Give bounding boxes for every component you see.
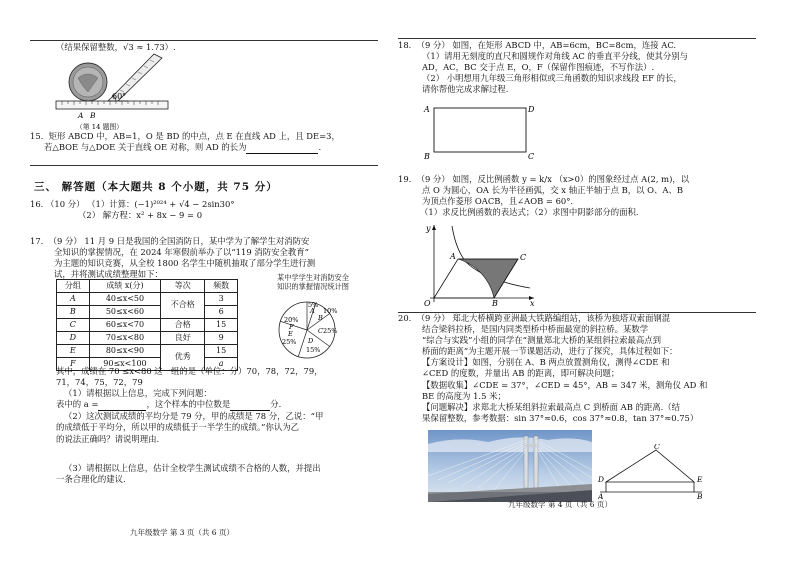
- y-axis-label: y: [426, 224, 431, 233]
- question-16: 16. （10 分） （1）计算：(−1)²⁰²⁴ + √4 − 2sin30° （2） 解方程：x² + 8x − 9 = 0: [30, 199, 235, 221]
- pie-chart-title: 某中学学生对消防安全 知识的掌握情况统计图: [277, 273, 349, 292]
- q19-figure: [420, 222, 540, 308]
- page-footer-left: 九年级数学 第 3 页（共 6 页）: [130, 528, 234, 537]
- point-a-label: A: [78, 111, 84, 120]
- table-row: C 60≤x<70 合格 15: [57, 319, 238, 332]
- table-row: E 80≤x<90 优秀 15: [57, 345, 238, 358]
- vertex-c: C: [528, 152, 535, 161]
- shaded-region: [458, 259, 518, 298]
- page-footer-right: 九年级数学 第 4 页（共 6 页）: [508, 500, 612, 509]
- pie-label-f-pct: 20%: [284, 316, 299, 324]
- point-b-label: B: [697, 492, 703, 500]
- pie-label-c-pct: 25%: [323, 327, 338, 335]
- point-c-label: C: [520, 253, 527, 262]
- pie-label-e-pct: 25%: [282, 338, 297, 346]
- section-3-title: 三、 解答题（本大题共 8 个小题，共 75 分）: [34, 181, 278, 193]
- ruler: [56, 101, 168, 109]
- pie-chart: [262, 296, 352, 364]
- table-header-row: 分组 成绩 x(分) 等次 频数: [57, 280, 238, 293]
- table-row: D 70≤x<80 良好 9: [57, 332, 238, 345]
- question-20: 20. （9 分） 郑北大桥横跨亚洲最大铁路编组站，该桥为独塔双索面钢混 结合梁斜拉桥，是国内同类型桥中桥面最宽的斜拉桥。某数学 “综合与实践”小组的同学在“测量郑北大桥的某组斜拉索最高点到 桥面的距离”为主题开展一节课题活动，进行了探究，具体过程如下： 【方案设计】如图，分别在 A、B 两点放置测角仪，测得∠CDE 和 ∠CED 的度数，并量出 AB 的距离，即可解决问题； 【数据收集】∠CDE = 37°，∠CED = 45°，AB = 347 米，测角仪 AD 和 BE 的高度为 1.5 米； 【问题解决】求郑北大桥某组斜拉索最高点 C 到桥面 AB 的距离.（结 果保留整数，参考数据：sin 37°≈0.6，cos 37°≈0.8，tan 37°≈0.75）: [398, 313, 708, 423]
- bridge-photo: [428, 430, 592, 502]
- question-number: 15.: [30, 131, 44, 141]
- pie-label-b: B: [318, 314, 323, 322]
- frequency-table: [56, 279, 238, 371]
- triangle-cde: [606, 450, 694, 482]
- answer-blank-median[interactable]: [230, 399, 270, 411]
- point-d-label: D: [598, 475, 605, 484]
- answer-blank[interactable]: [246, 142, 318, 154]
- vertex-d: D: [528, 105, 535, 114]
- pie-label-e: E: [288, 330, 293, 338]
- vertex-a: A: [424, 105, 430, 114]
- divider-left: [30, 165, 378, 166]
- x-axis-label: x: [530, 299, 535, 308]
- table-row: A 40≤x<50 不合格 3: [57, 293, 238, 306]
- point-b-label: B: [90, 111, 96, 120]
- pie-label-a: A: [310, 307, 315, 315]
- point-a-label: A: [450, 252, 456, 261]
- q14-figure: [48, 52, 178, 134]
- point-e-label: E: [697, 475, 703, 484]
- pie-label-d-pct: 15%: [306, 346, 321, 354]
- top-rule-right: [398, 38, 756, 39]
- figure-caption: （第 14 题图）: [76, 123, 123, 131]
- pie-label-d: D: [308, 337, 314, 345]
- question-17: 17. （9 分） 11 月 9 日是我国的全国消防日，某中学为了解学生对消防安 全知识的掌握情况，在 2024 年寒假前举办了以“119 消防安全教育” 为主题的知识竞赛，从全校 1800 名学生中随机抽取了部分学生进行测 试，并将测试成绩整理如下：: [30, 236, 316, 280]
- q20-triangle-figure: [598, 444, 706, 500]
- question-19: 19. （9 分） 如图，反比例函数 y = k/x （x>0）的图象经过点 A(2, m)，以 点 O 为圆心，OA 长为半径画弧，交 x 轴正半轴于点 B，以 O、A、B 为顶点作菱形 OACB，且∠AOB = 60°. （1）求反比例函数的表达式；（2）求图中阴影部分的面积.: [398, 174, 690, 218]
- point-b-label: B: [492, 299, 498, 308]
- q14-note: （结果保留整数，√3 ≈ 1.73）.: [56, 42, 176, 52]
- question-15: 15. 矩形 ABCD 中，AB=1，O 是 BD 的中点，点 E 在直线 AD 上，且 DE=3， 若△BOE 与△DOE 关于直线 OE 对称，则 AD 的长为 .: [30, 131, 378, 154]
- pie-label-c: C: [318, 327, 323, 335]
- answer-blank-a[interactable]: [98, 399, 146, 411]
- table-row: B 50≤x<60 6: [57, 306, 238, 319]
- question-17-continued: 其中，成绩在 70 ≤x<80 这一组的是（单位：分）70，78，72，79， 71，74，75，72，79 （1）请根据以上信息，完成下列问题： 表中的 a = ，这个样本的中位数是 分. （2）这次测试成绩的平均分是 79 分，甲的成绩是 78 分，乙说：“甲 的成绩低于平均分，所以甲的成绩低于一半学生的成绩。”你认为乙 的说法正确吗？请说明理由. （3）请根据以上信息，估计全校学生测试成绩不合格的人数，并提出 一条合理化的建议.: [56, 366, 324, 484]
- q18-rectangle-figure: [420, 102, 540, 162]
- pie-label-a-pct: 5%: [308, 301, 319, 309]
- angle-label: 60°: [112, 92, 127, 101]
- top-rule-left: [30, 40, 378, 41]
- rectangle-abcd: [434, 108, 526, 152]
- table-row: F 90≤x<100 a: [57, 358, 238, 371]
- pie-label-b-pct: 10%: [323, 307, 338, 315]
- vertex-b: B: [424, 152, 430, 161]
- question-18: 18. （9 分） 如图，在矩形 ABCD 中，AB=6cm，BC=8cm，连接 AC. （1）请用无刻度的直尺和圆规作对角线 AC 的垂直平分线，使其分别与 AD，AC，BC 交于点 E，O，F（保留作图痕迹，不写作法）. （2） 小明想用九年级三角形相似或三角函数的知识求线段 EF 的长， 请你帮他完成求解过程.: [398, 40, 688, 95]
- point-c-label: C: [654, 444, 660, 451]
- point-a-label: A: [598, 492, 604, 500]
- pie-label-f: F: [289, 323, 294, 331]
- origin-label: O: [424, 299, 431, 308]
